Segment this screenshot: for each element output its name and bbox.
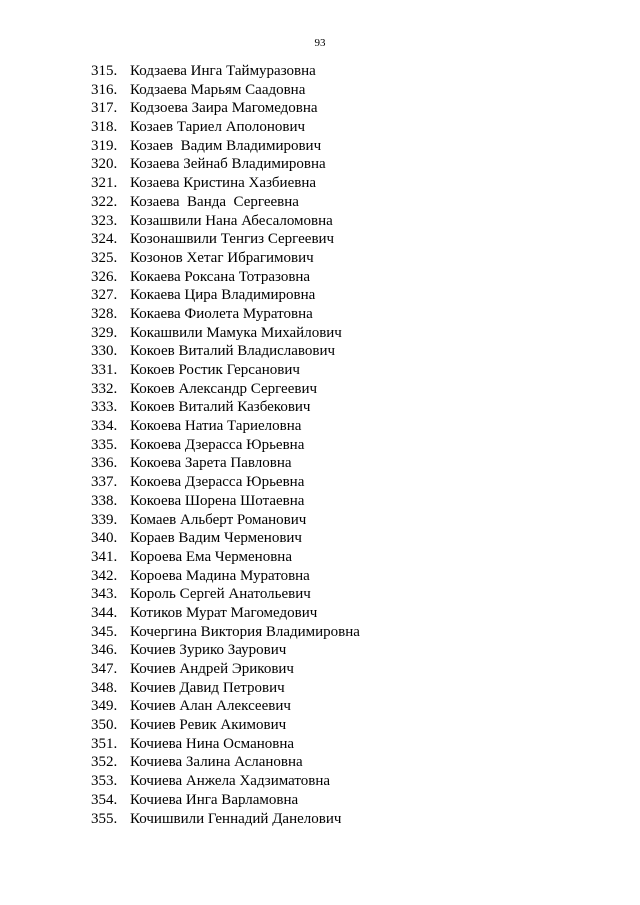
entry-name: Козаев Вадим Владимирович xyxy=(130,137,322,154)
entry-name: Кочиев Зурико Заурович xyxy=(130,642,287,659)
entry-name: Кодзаева Инга Таймуразовна xyxy=(130,63,316,79)
entry-name: Короева Мадина Муратовна xyxy=(130,567,310,584)
entry-name: Козонов Хетаг Ибрагимович xyxy=(130,249,314,266)
entry-number: 338. xyxy=(91,492,118,509)
list-item xyxy=(91,716,360,735)
entry-name: Кочиев Андрей Эрикович xyxy=(130,661,294,677)
entry-number: 323. xyxy=(91,212,118,229)
entry-name: Король Сергей Анатольевич xyxy=(130,586,311,603)
entry-name: Козашвили Нана Абесаломовна xyxy=(130,212,333,229)
list-item xyxy=(91,511,360,530)
entry-name: Кокоев Ростик Герсанович xyxy=(130,362,300,378)
entry-number: 353. xyxy=(91,773,118,790)
entry-number: 334. xyxy=(91,418,118,435)
entry-number: 344. xyxy=(91,604,118,621)
list-item xyxy=(91,454,360,473)
entry-number: 317. xyxy=(91,100,118,117)
list-item xyxy=(91,81,360,100)
entry-number: 337. xyxy=(91,474,118,491)
entry-number: 347. xyxy=(91,661,118,677)
list-item xyxy=(91,305,360,324)
entry-number: 333. xyxy=(91,399,118,416)
entry-name: Короева Ема Черменовна xyxy=(130,548,292,565)
entry-name: Кокоева Дзерасса Юрьевна xyxy=(130,474,305,491)
list-item xyxy=(91,660,360,679)
entry-number: 354. xyxy=(91,791,118,808)
list-item xyxy=(91,212,360,231)
list-item xyxy=(91,155,360,174)
entry-name: Козаева Зейнаб Владимировна xyxy=(130,156,326,173)
list-item xyxy=(91,772,360,791)
entry-number: 325. xyxy=(91,249,118,266)
list-item xyxy=(91,529,360,548)
entry-name: Кочиева Анжела Хадзиматовна xyxy=(130,773,331,790)
list-item xyxy=(91,735,360,754)
entry-name: Кокаева Роксана Тотразовна xyxy=(130,268,311,285)
list-item xyxy=(91,249,360,268)
entry-number: 327. xyxy=(91,287,118,304)
entry-name: Кочиев Алан Алексеевич xyxy=(130,698,291,715)
entry-number: 343. xyxy=(91,586,118,603)
list-item xyxy=(91,641,360,660)
entry-name: Комаев Альберт Романович xyxy=(130,511,307,528)
list-item xyxy=(91,473,360,492)
entry-name: Козонашвили Тенгиз Сергеевич xyxy=(130,231,335,248)
entry-name: Кокаева Фиолета Муратовна xyxy=(130,305,313,322)
list-item xyxy=(91,286,360,305)
list-item xyxy=(91,604,360,623)
entry-name: Кокоев Виталий Владиславович xyxy=(130,343,336,360)
list-item xyxy=(91,230,360,249)
list-item xyxy=(91,697,360,716)
entry-number: 336. xyxy=(91,455,118,472)
entry-number: 329. xyxy=(91,324,118,341)
list-item xyxy=(91,753,360,772)
entry-name: Козаев Тариел Аполонович xyxy=(130,119,306,136)
name-list xyxy=(91,62,360,828)
entry-name: Козаева Ванда Сергеевна xyxy=(130,193,299,210)
entry-name: Кокоева Дзерасса Юрьевна xyxy=(130,436,305,453)
list-item xyxy=(91,417,360,436)
entry-number: 315. xyxy=(91,63,118,79)
entry-number: 350. xyxy=(91,717,118,734)
list-item xyxy=(91,679,360,698)
list-item xyxy=(91,810,360,829)
list-item xyxy=(91,548,360,567)
entry-name: Кокоева Натиа Тариеловна xyxy=(130,418,302,435)
list-item xyxy=(91,791,360,810)
entry-name: Кокоев Александр Сергеевич xyxy=(130,380,318,397)
entry-number: 351. xyxy=(91,735,118,752)
list-item xyxy=(91,398,360,417)
entry-number: 324. xyxy=(91,231,118,248)
entry-number: 341. xyxy=(91,548,118,565)
entry-name: Кодзоева Заира Магомедовна xyxy=(130,100,318,117)
entry-number: 355. xyxy=(91,810,118,827)
list-item xyxy=(91,492,360,511)
entry-number: 330. xyxy=(91,343,118,360)
list-item xyxy=(91,436,360,455)
entry-number: 348. xyxy=(91,679,118,696)
list-item xyxy=(91,585,360,604)
entry-number: 319. xyxy=(91,137,118,154)
entry-number: 342. xyxy=(91,567,118,584)
list-item xyxy=(91,361,360,380)
entry-number: 332. xyxy=(91,380,118,397)
entry-number: 321. xyxy=(91,175,118,192)
entry-name: Кочишвили Геннадий Данелович xyxy=(130,810,342,827)
entry-number: 331. xyxy=(91,362,118,378)
entry-name: Кочиева Нина Османовна xyxy=(130,735,295,752)
entry-name: Кокашвили Мамука Михайлович xyxy=(130,324,342,341)
list-item xyxy=(91,623,360,642)
list-item xyxy=(91,268,360,287)
entry-name: Кокоева Зарета Павловна xyxy=(130,455,292,472)
list-item xyxy=(91,324,360,343)
entry-name: Котиков Мурат Магомедович xyxy=(130,604,318,621)
list-item xyxy=(91,567,360,586)
entry-name: Кокаева Цира Владимировна xyxy=(130,287,316,304)
list-item xyxy=(91,193,360,212)
list-item xyxy=(91,118,360,137)
entry-name: Козаева Кристина Хазбиевна xyxy=(130,175,316,192)
list-item xyxy=(91,137,360,156)
list-item xyxy=(91,174,360,193)
entry-name: Кораев Вадим Черменович xyxy=(130,530,302,547)
entry-name: Кокоев Виталий Казбекович xyxy=(130,399,311,416)
list-item xyxy=(91,380,360,399)
entry-number: 339. xyxy=(91,511,118,528)
list-item xyxy=(91,99,360,118)
entry-name: Кочиев Давид Петрович xyxy=(130,679,285,696)
entry-number: 320. xyxy=(91,156,118,173)
entry-number: 316. xyxy=(91,81,118,98)
entry-number: 328. xyxy=(91,305,118,322)
list-item xyxy=(91,342,360,361)
entry-number: 349. xyxy=(91,698,118,715)
entry-name: Кочиева Инга Варламовна xyxy=(130,791,299,808)
entry-number: 335. xyxy=(91,436,118,453)
list-item xyxy=(91,62,360,81)
entry-name: Кочиева Залина Аслановна xyxy=(130,754,303,771)
entry-number: 326. xyxy=(91,268,118,285)
entry-name: Кочергина Виктория Владимировна xyxy=(130,623,360,640)
entry-number: 352. xyxy=(91,754,118,771)
entry-name: Кочиев Ревик Акимович xyxy=(130,717,287,734)
page-number: 93 xyxy=(314,37,326,49)
entry-name: Кокоева Шорена Шотаевна xyxy=(130,492,305,509)
entry-number: 340. xyxy=(91,530,118,547)
entry-number: 345. xyxy=(91,623,118,640)
entry-name: Кодзаева Марьям Саадовна xyxy=(130,81,306,98)
entry-number: 322. xyxy=(91,193,118,210)
entry-number: 318. xyxy=(91,119,118,136)
entry-number: 346. xyxy=(91,642,118,659)
